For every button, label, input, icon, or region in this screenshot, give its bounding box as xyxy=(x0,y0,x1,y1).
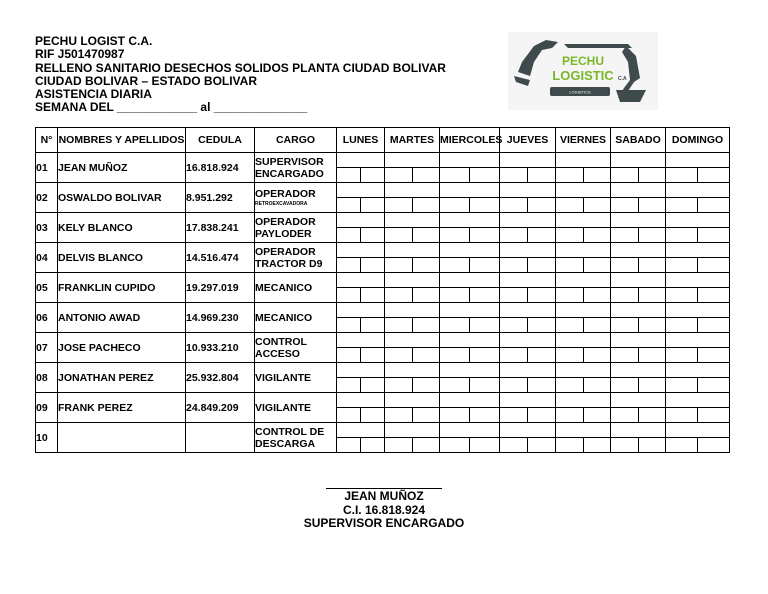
signer-role: SUPERVISOR ENCARGADO xyxy=(303,516,465,530)
day-cell-top[interactable] xyxy=(611,243,666,258)
site-location: CIUDAD BOLIVAR – ESTADO BOLIVAR xyxy=(35,73,258,88)
day-cell-top[interactable] xyxy=(500,243,556,258)
logo-tagline: LOGISTICS xyxy=(569,89,591,95)
day-cell-bottom[interactable] xyxy=(440,198,500,213)
day-cell-bottom[interactable] xyxy=(556,348,611,363)
table-row xyxy=(36,333,730,348)
day-cell-top[interactable] xyxy=(500,393,556,408)
column-header-martes: MARTES xyxy=(385,128,440,153)
day-cell-top[interactable] xyxy=(385,243,440,258)
day-cell-bottom[interactable] xyxy=(500,348,556,363)
cargo-label: VIGILANTE xyxy=(255,371,312,384)
day-cell-top[interactable] xyxy=(337,333,385,348)
day-cell-top[interactable] xyxy=(500,153,556,168)
employee-name: JOSE PACHECO xyxy=(58,333,186,363)
day-cell-bottom[interactable] xyxy=(556,198,611,213)
column-header-domingo: DOMINGO xyxy=(666,128,730,153)
day-cell-bottom[interactable] xyxy=(440,168,500,183)
day-cell-bottom[interactable] xyxy=(556,258,611,273)
employee-name: FRANKLIN CUPIDO xyxy=(58,273,186,303)
attendance-table xyxy=(35,127,730,453)
day-cell-top[interactable] xyxy=(385,363,440,378)
day-cell-top[interactable] xyxy=(337,393,385,408)
day-cell-bottom[interactable] xyxy=(556,318,611,333)
day-cell-top[interactable] xyxy=(385,393,440,408)
employee-cargo xyxy=(255,363,337,393)
day-cell-top[interactable] xyxy=(556,333,611,348)
day-cell-top[interactable] xyxy=(611,333,666,348)
day-cell-bottom[interactable] xyxy=(385,168,440,183)
column-header-cedula: CEDULA xyxy=(186,128,255,153)
table-row xyxy=(36,363,730,378)
cargo-label: OPERADOR xyxy=(255,187,316,200)
table-row xyxy=(36,423,730,438)
day-cell-top[interactable] xyxy=(556,183,611,198)
employee-cargo xyxy=(255,333,337,363)
day-cell-top[interactable] xyxy=(337,213,385,228)
day-cell-top[interactable] xyxy=(556,393,611,408)
employee-name: JONATHAN PEREZ xyxy=(58,363,186,393)
day-cell-top[interactable] xyxy=(666,153,730,168)
employee-cedula xyxy=(186,423,255,453)
employee-cargo xyxy=(255,243,337,273)
employee-cargo xyxy=(255,273,337,303)
table-row xyxy=(36,273,730,288)
day-cell-bottom[interactable] xyxy=(385,348,440,363)
row-number: 08 xyxy=(36,363,58,393)
day-cell-top[interactable] xyxy=(440,303,500,318)
day-cell-top[interactable] xyxy=(337,273,385,288)
employee-cargo xyxy=(255,213,337,243)
day-cell-top[interactable] xyxy=(666,243,730,258)
day-cell-bottom[interactable] xyxy=(337,438,385,453)
day-cell-bottom[interactable] xyxy=(337,408,385,423)
day-cell-bottom[interactable] xyxy=(611,438,666,453)
column-header-cargo: CARGO xyxy=(255,128,337,153)
day-cell-top[interactable] xyxy=(611,393,666,408)
day-cell-top[interactable] xyxy=(440,273,500,288)
employee-cargo xyxy=(255,303,337,333)
day-cell-bottom[interactable] xyxy=(666,198,730,213)
employee-cedula: 25.932.804 xyxy=(186,363,255,393)
day-cell-bottom[interactable] xyxy=(611,348,666,363)
day-cell-bottom[interactable] xyxy=(556,408,611,423)
day-cell-top[interactable] xyxy=(385,183,440,198)
day-cell-bottom[interactable] xyxy=(500,438,556,453)
day-cell-bottom[interactable] xyxy=(337,378,385,393)
column-header-name: NOMBRES Y APELLIDOS xyxy=(58,128,186,153)
column-header-viernes: VIERNES xyxy=(556,128,611,153)
signer-name: JEAN MUÑOZ xyxy=(344,489,424,503)
day-cell-top[interactable] xyxy=(666,423,730,438)
day-cell-bottom[interactable] xyxy=(440,228,500,243)
day-cell-bottom[interactable] xyxy=(556,378,611,393)
column-header-sabado: SABADO xyxy=(611,128,666,153)
day-cell-top[interactable] xyxy=(500,363,556,378)
day-cell-top[interactable] xyxy=(666,183,730,198)
employee-name: KELY BLANCO xyxy=(58,213,186,243)
employee-cargo xyxy=(255,393,337,423)
day-cell-bottom[interactable] xyxy=(385,438,440,453)
day-cell-top[interactable] xyxy=(440,423,500,438)
day-cell-bottom[interactable] xyxy=(666,288,730,303)
company-logo xyxy=(508,32,658,110)
site-name: RELLENO SANITARIO DESECHOS SOLIDOS PLANTA CIUDAD BOLIVAR xyxy=(35,60,446,75)
day-cell-bottom[interactable] xyxy=(666,318,730,333)
day-cell-top[interactable] xyxy=(440,183,500,198)
day-cell-bottom[interactable] xyxy=(337,198,385,213)
day-cell-top[interactable] xyxy=(556,213,611,228)
day-cell-bottom[interactable] xyxy=(385,228,440,243)
column-header-num: N° xyxy=(36,128,58,153)
cargo-label: OPERADOR PAYLODER xyxy=(255,215,316,240)
document-header xyxy=(35,35,446,115)
day-cell-top[interactable] xyxy=(611,213,666,228)
column-header-lunes: LUNES xyxy=(337,128,385,153)
day-cell-bottom[interactable] xyxy=(611,408,666,423)
day-cell-bottom[interactable] xyxy=(500,288,556,303)
day-cell-top[interactable] xyxy=(440,153,500,168)
employee-name: OSWALDO BOLIVAR xyxy=(58,183,186,213)
day-cell-top[interactable] xyxy=(500,423,556,438)
day-cell-top[interactable] xyxy=(666,303,730,318)
day-cell-bottom[interactable] xyxy=(500,258,556,273)
column-header-miercoles: MIERCOLES xyxy=(440,128,500,153)
day-cell-bottom[interactable] xyxy=(337,318,385,333)
employee-cargo xyxy=(255,423,337,453)
day-cell-bottom[interactable] xyxy=(385,198,440,213)
table-row xyxy=(36,213,730,228)
row-number: 06 xyxy=(36,303,58,333)
cargo-label: CONTROL DE DESCARGA xyxy=(255,425,325,450)
day-cell-top[interactable] xyxy=(500,183,556,198)
employee-cargo xyxy=(255,153,337,183)
day-cell-top[interactable] xyxy=(385,423,440,438)
day-cell-top[interactable] xyxy=(385,333,440,348)
day-cell-top[interactable] xyxy=(337,183,385,198)
company-name: PECHU LOGIST C.A. xyxy=(35,34,153,48)
day-cell-top[interactable] xyxy=(440,213,500,228)
day-cell-bottom[interactable] xyxy=(440,378,500,393)
day-cell-bottom[interactable] xyxy=(500,318,556,333)
day-cell-top[interactable] xyxy=(385,213,440,228)
day-cell-top[interactable] xyxy=(385,153,440,168)
day-cell-bottom[interactable] xyxy=(611,318,666,333)
day-cell-bottom[interactable] xyxy=(666,408,730,423)
day-cell-top[interactable] xyxy=(611,273,666,288)
logo-suffix: C.A xyxy=(618,76,627,82)
day-cell-top[interactable] xyxy=(337,153,385,168)
day-cell-top[interactable] xyxy=(337,243,385,258)
table-header-row xyxy=(36,128,730,153)
day-cell-top[interactable] xyxy=(556,423,611,438)
employee-cedula: 14.969.230 xyxy=(186,303,255,333)
day-cell-bottom[interactable] xyxy=(385,318,440,333)
employee-cedula: 19.297.019 xyxy=(186,273,255,303)
day-cell-bottom[interactable] xyxy=(337,168,385,183)
employee-name: FRANK PEREZ xyxy=(58,393,186,423)
row-number: 10 xyxy=(36,423,58,453)
cargo-label: MECANICO xyxy=(255,281,313,294)
day-cell-bottom[interactable] xyxy=(611,168,666,183)
day-cell-bottom[interactable] xyxy=(440,348,500,363)
column-header-jueves: JUEVES xyxy=(500,128,556,153)
day-cell-bottom[interactable] xyxy=(611,378,666,393)
row-number: 03 xyxy=(36,213,58,243)
day-cell-top[interactable] xyxy=(611,303,666,318)
day-cell-bottom[interactable] xyxy=(440,438,500,453)
employee-cedula: 17.838.241 xyxy=(186,213,255,243)
day-cell-top[interactable] xyxy=(500,303,556,318)
day-cell-bottom[interactable] xyxy=(611,198,666,213)
table-row xyxy=(36,303,730,318)
table-row xyxy=(36,243,730,258)
signature-block xyxy=(284,488,484,531)
day-cell-top[interactable] xyxy=(385,303,440,318)
employee-cedula: 16.818.924 xyxy=(186,153,255,183)
table-row xyxy=(36,153,730,168)
row-number: 09 xyxy=(36,393,58,423)
day-cell-bottom[interactable] xyxy=(385,258,440,273)
day-cell-top[interactable] xyxy=(556,243,611,258)
day-cell-bottom[interactable] xyxy=(611,258,666,273)
cargo-label: OPERADOR TRACTOR D9 xyxy=(255,245,323,270)
day-cell-top[interactable] xyxy=(337,423,385,438)
day-cell-bottom[interactable] xyxy=(556,168,611,183)
day-cell-bottom[interactable] xyxy=(666,348,730,363)
employee-name: JEAN MUÑOZ xyxy=(58,153,186,183)
day-cell-bottom[interactable] xyxy=(385,378,440,393)
day-cell-bottom[interactable] xyxy=(611,288,666,303)
day-cell-top[interactable] xyxy=(611,153,666,168)
document-title: ASISTENCIA DIARIA xyxy=(35,87,152,102)
cargo-label: MECANICO xyxy=(255,311,313,324)
day-cell-bottom[interactable] xyxy=(666,258,730,273)
day-cell-bottom[interactable] xyxy=(337,348,385,363)
logo-line2: LOGISTIC xyxy=(552,68,614,83)
row-number: 01 xyxy=(36,153,58,183)
day-cell-bottom[interactable] xyxy=(500,228,556,243)
day-cell-top[interactable] xyxy=(337,303,385,318)
signer-id: C.I. 16.818.924 xyxy=(342,502,426,517)
row-number: 05 xyxy=(36,273,58,303)
day-cell-bottom[interactable] xyxy=(666,168,730,183)
cargo-label: CONTROL ACCESO xyxy=(255,335,307,360)
day-cell-top[interactable] xyxy=(666,273,730,288)
cargo-detail: RETROEXCAVADORA xyxy=(255,200,308,207)
day-cell-bottom[interactable] xyxy=(440,258,500,273)
day-cell-top[interactable] xyxy=(500,333,556,348)
employee-cedula: 24.849.209 xyxy=(186,393,255,423)
company-rif: RIF J501470987 xyxy=(35,47,125,62)
day-cell-top[interactable] xyxy=(500,213,556,228)
table-row xyxy=(36,393,730,408)
row-number: 04 xyxy=(36,243,58,273)
day-cell-bottom[interactable] xyxy=(337,288,385,303)
week-range: SEMANA DEL ____________ al ______________ xyxy=(35,100,308,115)
day-cell-bottom[interactable] xyxy=(337,228,385,243)
day-cell-top[interactable] xyxy=(666,213,730,228)
day-cell-top[interactable] xyxy=(666,333,730,348)
day-cell-top[interactable] xyxy=(500,273,556,288)
day-cell-top[interactable] xyxy=(556,303,611,318)
day-cell-bottom[interactable] xyxy=(556,288,611,303)
attendance-table-body xyxy=(36,153,730,453)
day-cell-bottom[interactable] xyxy=(500,408,556,423)
day-cell-bottom[interactable] xyxy=(666,438,730,453)
day-cell-top[interactable] xyxy=(337,363,385,378)
day-cell-bottom[interactable] xyxy=(500,198,556,213)
employee-name: DELVIS BLANCO xyxy=(58,243,186,273)
table-row xyxy=(36,183,730,198)
cargo-label: SUPERVISOR ENCARGADO xyxy=(255,155,324,180)
day-cell-bottom[interactable] xyxy=(611,228,666,243)
row-number: 07 xyxy=(36,333,58,363)
day-cell-bottom[interactable] xyxy=(385,408,440,423)
employee-cedula: 14.516.474 xyxy=(186,243,255,273)
day-cell-bottom[interactable] xyxy=(440,408,500,423)
day-cell-top[interactable] xyxy=(385,273,440,288)
employee-cedula: 10.933.210 xyxy=(186,333,255,363)
cargo-label: VIGILANTE xyxy=(255,401,312,414)
day-cell-bottom[interactable] xyxy=(385,288,440,303)
day-cell-top[interactable] xyxy=(611,183,666,198)
day-cell-bottom[interactable] xyxy=(666,228,730,243)
day-cell-top[interactable] xyxy=(556,153,611,168)
employee-cargo xyxy=(255,183,337,213)
employee-name xyxy=(58,423,186,453)
day-cell-top[interactable] xyxy=(611,363,666,378)
day-cell-bottom[interactable] xyxy=(556,228,611,243)
day-cell-top[interactable] xyxy=(666,363,730,378)
day-cell-top[interactable] xyxy=(666,393,730,408)
day-cell-bottom[interactable] xyxy=(500,168,556,183)
day-cell-bottom[interactable] xyxy=(500,378,556,393)
employee-cedula: 8.951.292 xyxy=(186,183,255,213)
day-cell-top[interactable] xyxy=(440,243,500,258)
day-cell-top[interactable] xyxy=(556,363,611,378)
day-cell-bottom[interactable] xyxy=(556,438,611,453)
day-cell-bottom[interactable] xyxy=(440,288,500,303)
day-cell-top[interactable] xyxy=(611,423,666,438)
day-cell-bottom[interactable] xyxy=(440,318,500,333)
day-cell-top[interactable] xyxy=(556,273,611,288)
day-cell-top[interactable] xyxy=(440,363,500,378)
row-number: 02 xyxy=(36,183,58,213)
day-cell-top[interactable] xyxy=(440,333,500,348)
employee-name: ANTONIO AWAD xyxy=(58,303,186,333)
logo-line1: PECHU xyxy=(561,54,605,68)
day-cell-bottom[interactable] xyxy=(337,258,385,273)
day-cell-top[interactable] xyxy=(440,393,500,408)
day-cell-bottom[interactable] xyxy=(666,378,730,393)
